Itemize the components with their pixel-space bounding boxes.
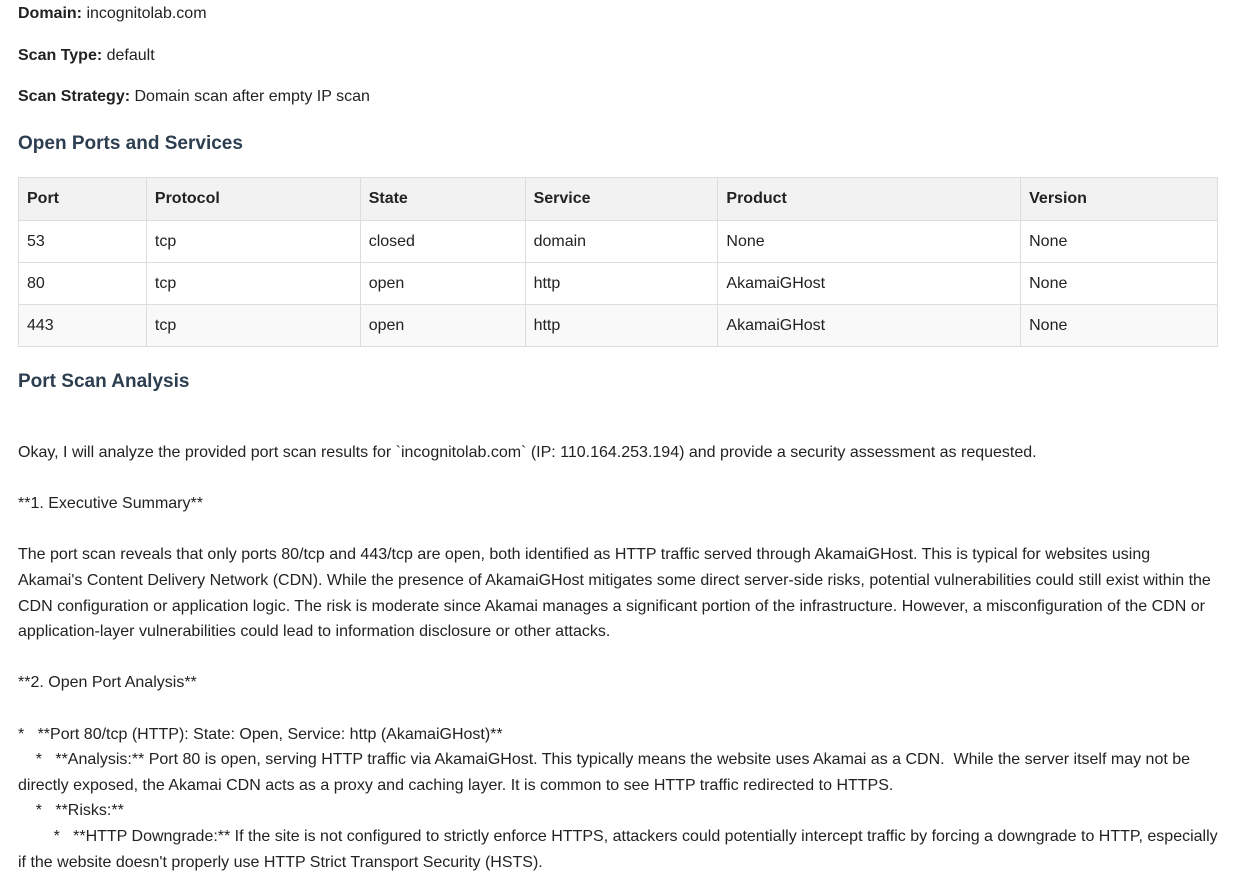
scan-type-line xyxy=(18,46,155,66)
cell-port: 443 xyxy=(19,305,147,347)
table-header-row xyxy=(19,178,1218,221)
port80-analysis: * **Analysis:** Port 80 is open, serving HTTP traffic via AkamaiGHost. This typically means the website uses Akamai as a CDN. While the server itself may not be directly exposed, the Akamai CDN acts as a proxy and caching layer. It is common to see HTTP traffic redirected to HTTPS. xyxy=(18,751,1195,794)
table-row xyxy=(19,221,1218,263)
ports-section-title: Open Ports and Services xyxy=(18,133,243,154)
cell-version: None xyxy=(1021,221,1218,263)
domain-label: Domain: xyxy=(18,5,82,22)
cell-protocol: tcp xyxy=(146,221,360,263)
header-state: State xyxy=(360,178,525,221)
cell-state: open xyxy=(360,305,525,347)
ports-table xyxy=(18,177,1218,347)
header-product: Product xyxy=(718,178,1021,221)
cell-service: domain xyxy=(525,221,718,263)
scan-type-value: default xyxy=(106,47,155,64)
scan-strategy-label: Scan Strategy: xyxy=(18,88,131,105)
cell-state: open xyxy=(360,263,525,305)
executive-summary-body: The port scan reveals that only ports 80/tcp and 443/tcp are open, both identified as HTTP traffic served through AkamaiGHost. This is typical for websites using Akamai's Content Delivery Network (CDN). While the presence of AkamaiGHost mitigates some direct server-side risks, potential vulnerabilities could still exist within the CDN configuration or application logic. The risk is moderate since Akamai manages a significant portion of the infrastructure. However, a misconfiguration of the CDN or application-layer vulnerabilities could lead to information disclosure or other attacks. xyxy=(18,546,1216,641)
domain-value: incognitolab.com xyxy=(86,5,207,22)
cell-version: None xyxy=(1021,263,1218,305)
header-protocol: Protocol xyxy=(146,178,360,221)
cell-protocol: tcp xyxy=(146,263,360,305)
open-port-analysis-heading: **2. Open Port Analysis** xyxy=(18,674,197,692)
header-port: Port xyxy=(19,178,147,221)
cell-protocol: tcp xyxy=(146,305,360,347)
port80-line: * **Port 80/tcp (HTTP): State: Open, Service: http (AkamaiGHost)** xyxy=(18,725,503,743)
analysis-section-title: Port Scan Analysis xyxy=(18,371,190,392)
cell-service: http xyxy=(525,305,718,347)
cell-port: 80 xyxy=(19,263,147,305)
cell-product: AkamaiGHost xyxy=(718,263,1021,305)
cell-version: None xyxy=(1021,305,1218,347)
scan-strategy-line xyxy=(18,87,370,107)
port80-risks: * **Risks:** xyxy=(18,802,124,820)
port80-http-downgrade: * **HTTP Downgrade:** If the site is not configured to strictly enforce HTTPS, attackers could potentially intercept traffic by forcing a downgrade to HTTP, especially if the website doesn't properly use HTTP Strict Transport Security (HSTS). xyxy=(18,827,1223,871)
cell-state: closed xyxy=(360,221,525,263)
scan-type-label: Scan Type: xyxy=(18,47,103,64)
table-row xyxy=(19,305,1218,347)
table-row xyxy=(19,263,1218,305)
scan-strategy-value: Domain scan after empty IP scan xyxy=(134,88,370,105)
cell-product: None xyxy=(718,221,1021,263)
executive-summary-heading: **1. Executive Summary** xyxy=(18,495,203,513)
analysis-intro: Okay, I will analyze the provided port scan results for `incognitolab.com` (IP: 110.164.253.194) and provide a security assessment as requested. xyxy=(18,444,1037,461)
cell-port: 53 xyxy=(19,221,147,263)
cell-product: AkamaiGHost xyxy=(718,305,1021,347)
header-version: Version xyxy=(1021,178,1218,221)
analysis-body xyxy=(18,440,1223,875)
cell-service: http xyxy=(525,263,718,305)
domain-line xyxy=(18,4,207,24)
header-service: Service xyxy=(525,178,718,221)
